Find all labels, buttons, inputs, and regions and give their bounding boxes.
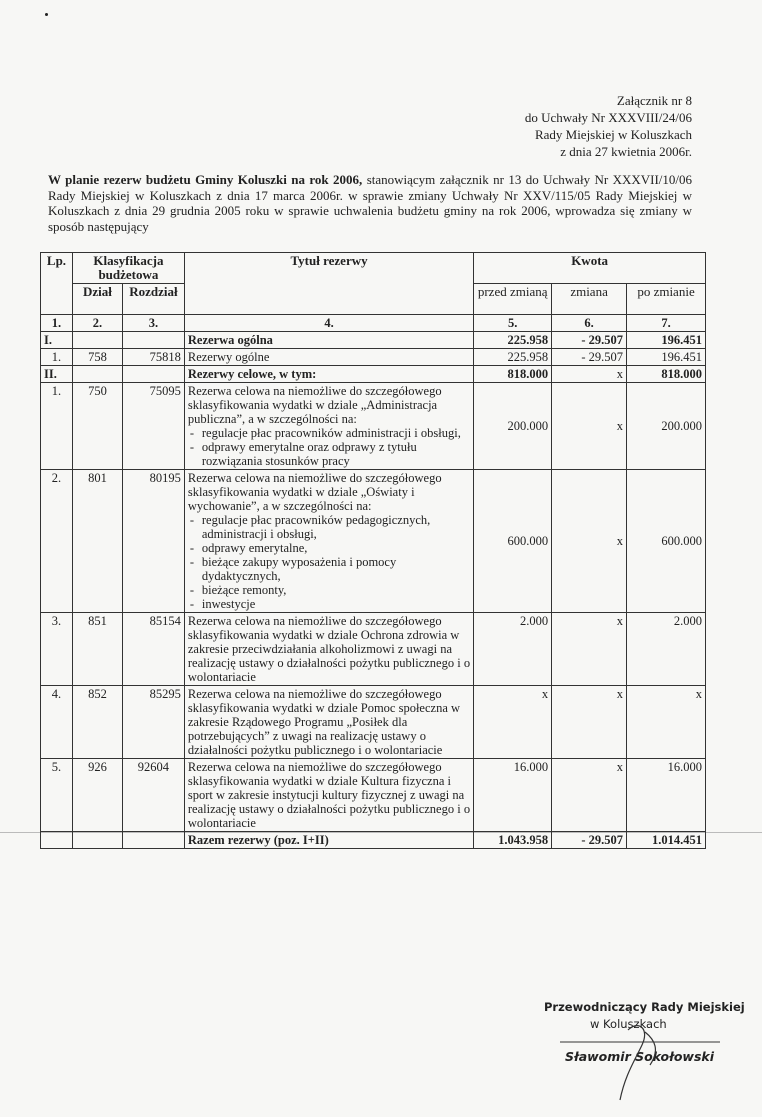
row-title: Rezerwa ogólna xyxy=(184,332,473,349)
colnum-3: 3. xyxy=(122,315,184,332)
intro-bold: W planie rezerw budżetu Gminy Koluszki na rok 2006, xyxy=(48,172,363,187)
reserves-table xyxy=(40,252,706,849)
col-rozdzial: Rozdział xyxy=(122,284,184,315)
council-name: Rady Miejskiej w Koluszkach xyxy=(534,127,692,142)
row-title: Rezerwy ogólne xyxy=(184,349,473,366)
row-dzial xyxy=(72,366,122,383)
row-przed: 16.000 xyxy=(474,759,552,832)
row-przed: 2.000 xyxy=(474,613,552,686)
table-row xyxy=(41,470,706,613)
table-row xyxy=(41,759,706,832)
row-po: 196.451 xyxy=(627,349,706,366)
total-dzial xyxy=(72,832,122,849)
list-item: - regulacje płac pracowników administracji i obsługi, xyxy=(188,426,470,440)
scan-mark xyxy=(45,13,48,16)
description-intro: Rezerwa celowa na niemożliwe do szczegółowego sklasyfikowania wydatki w dziale „Administracja publiczna”, a w szczególności na: xyxy=(187,384,442,426)
row-po: 818.000 xyxy=(627,366,706,383)
row-lp: 1. xyxy=(41,383,73,470)
row-lp: 2. xyxy=(41,470,73,613)
intro-paragraph xyxy=(48,172,692,234)
row-lp: I. xyxy=(41,332,73,349)
total-rozdzial xyxy=(122,832,184,849)
description-list xyxy=(188,513,470,611)
row-description: Rezerwa celowa na niemożliwe do szczegółowego sklasyfikowania wydatki w dziale Ochrona zdrowia w zakresie przeciwdziałania alkoholizmowi z uwagi na realizację ustawy o działalności pożytku publicznego i o wolontariacie xyxy=(184,613,473,686)
signature-name: Sławomir Sokołowski xyxy=(565,1049,714,1064)
row-przed: 225.958 xyxy=(474,332,552,349)
col-kwota: Kwota xyxy=(474,253,706,284)
row-description xyxy=(184,383,473,470)
total-title: Razem rezerwy (poz. I+II) xyxy=(184,832,473,849)
signature-location: w Koluszkach xyxy=(590,1017,667,1031)
row-dzial: 750 xyxy=(72,383,122,470)
list-item: - inwestycje xyxy=(188,597,470,611)
row-description: Rezerwa celowa na niemożliwe do szczegółowego sklasyfikowania wydatki w dziale Pomoc społeczna w zakresie Rządowego Programu „Posiłek dla potrzebujących” z uwagi na realizację ustawy o działalności pożytku publicznego i o wolontariacie xyxy=(184,686,473,759)
colnum-6: 6. xyxy=(552,315,627,332)
row-rozdzial xyxy=(122,366,184,383)
colnum-7: 7. xyxy=(627,315,706,332)
row-dzial xyxy=(72,332,122,349)
row-lp: 1. xyxy=(41,349,73,366)
row-dzial: 851 xyxy=(72,613,122,686)
row-title: Rezerwy celowe, w tym: xyxy=(184,366,473,383)
row-lp: 3. xyxy=(41,613,73,686)
row-lp: II. xyxy=(41,366,73,383)
colnum-1: 1. xyxy=(41,315,73,332)
row-po: 200.000 xyxy=(627,383,706,470)
intro-text: stanowiącym załącznik nr 13 do Uchwały Nr XXXVII/10/06 Rady Miejskiej w Koluszkach z dnia 17 marca 2006r. w sprawie zmiany Uchwały Nr XXV/115/05 Rady Miejskiej w Koluszkach z dnia 29 grudnia 2005 roku w sprawie uchwalenia budżetu gminy na rok 2006, wprowadza się zmiany w sposób następujący xyxy=(48,172,692,234)
list-item: - bieżące remonty, xyxy=(188,583,470,597)
row-dzial: 758 xyxy=(72,349,122,366)
row-zmiana: x xyxy=(552,613,627,686)
row-description xyxy=(184,470,473,613)
table-row xyxy=(41,383,706,470)
row-rozdzial xyxy=(122,332,184,349)
row-zmiana: - 29.507 xyxy=(552,349,627,366)
row-przed: 600.000 xyxy=(474,470,552,613)
row-rozdzial: 92604 xyxy=(122,759,184,832)
table-row xyxy=(41,686,706,759)
row-rozdzial: 85295 xyxy=(122,686,184,759)
col-zmiana: zmiana xyxy=(552,284,627,315)
row-dzial: 852 xyxy=(72,686,122,759)
row-po: 600.000 xyxy=(627,470,706,613)
row-zmiana: - 29.507 xyxy=(552,332,627,349)
row-przed: 200.000 xyxy=(474,383,552,470)
col-przed: przed zmianą xyxy=(474,284,552,315)
signature-title: Przewodniczący Rady Miejskiej xyxy=(544,1000,745,1014)
description-intro: Rezerwa celowa na niemożliwe do szczegółowego sklasyfikowania wydatki w dziale „Oświaty i wychowanie”, a w szczególności na: xyxy=(187,471,442,513)
list-item: - bieżące zakupy wyposażenia i pomocy dydaktycznych, xyxy=(188,555,470,583)
resolution-date: z dnia 27 kwietnia 2006r. xyxy=(560,144,692,159)
resolution-number: do Uchwały Nr XXXVIII/24/06 xyxy=(524,110,692,125)
col-dzial: Dział xyxy=(72,284,122,315)
row-zmiana: x xyxy=(552,759,627,832)
list-item: - odprawy emerytalne oraz odprawy z tytułu rozwiązania stosunków pracy xyxy=(188,440,470,468)
row-zmiana: x xyxy=(552,470,627,613)
colnum-4: 4. xyxy=(184,315,473,332)
row-lp: 4. xyxy=(41,686,73,759)
colnum-2: 2. xyxy=(72,315,122,332)
col-lp: Lp. xyxy=(41,253,73,315)
row-po: 196.451 xyxy=(627,332,706,349)
row-zmiana: x xyxy=(552,366,627,383)
row-przed: 225.958 xyxy=(474,349,552,366)
row-po: 16.000 xyxy=(627,759,706,832)
row-po: x xyxy=(627,686,706,759)
total-po: 1.014.451 xyxy=(627,832,706,849)
colnum-5: 5. xyxy=(474,315,552,332)
table-row xyxy=(41,366,706,383)
row-rozdzial: 75095 xyxy=(122,383,184,470)
col-po: po zmianie xyxy=(627,284,706,315)
row-dzial: 801 xyxy=(72,470,122,613)
attachment-number: Załącznik nr 8 xyxy=(616,93,692,108)
description-list xyxy=(188,426,470,468)
col-klasyfikacja: Klasyfikacja budżetowa xyxy=(72,253,184,284)
row-przed: 818.000 xyxy=(474,366,552,383)
handwritten-signature xyxy=(550,1020,730,1110)
table-row xyxy=(41,349,706,366)
total-zmiana: - 29.507 xyxy=(552,832,627,849)
row-zmiana: x xyxy=(552,383,627,470)
header-row-1 xyxy=(41,253,706,284)
row-rozdzial: 85154 xyxy=(122,613,184,686)
row-rozdzial: 75818 xyxy=(122,349,184,366)
attachment-header xyxy=(525,92,692,160)
row-dzial: 926 xyxy=(72,759,122,832)
row-rozdzial: 80195 xyxy=(122,470,184,613)
total-lp xyxy=(41,832,73,849)
row-description: Rezerwa celowa na niemożliwe do szczegółowego sklasyfikowania wydatki w dziale Kultura fizyczna i sport w zakresie instytucji kultury fizycznej z uwagi na realizację ustawy o działalności pożytku publicznego i o wolontariacie xyxy=(184,759,473,832)
total-row xyxy=(41,832,706,849)
row-lp: 5. xyxy=(41,759,73,832)
list-item: - regulacje płac pracowników pedagogicznych, administracji i obsługi, xyxy=(188,513,470,541)
list-item: - odprawy emerytalne, xyxy=(188,541,470,555)
column-numbers-row xyxy=(41,315,706,332)
col-tytul: Tytuł rezerwy xyxy=(184,253,473,315)
table-row xyxy=(41,332,706,349)
row-przed: x xyxy=(474,686,552,759)
table-row xyxy=(41,613,706,686)
row-po: 2.000 xyxy=(627,613,706,686)
total-przed: 1.043.958 xyxy=(474,832,552,849)
row-zmiana: x xyxy=(552,686,627,759)
